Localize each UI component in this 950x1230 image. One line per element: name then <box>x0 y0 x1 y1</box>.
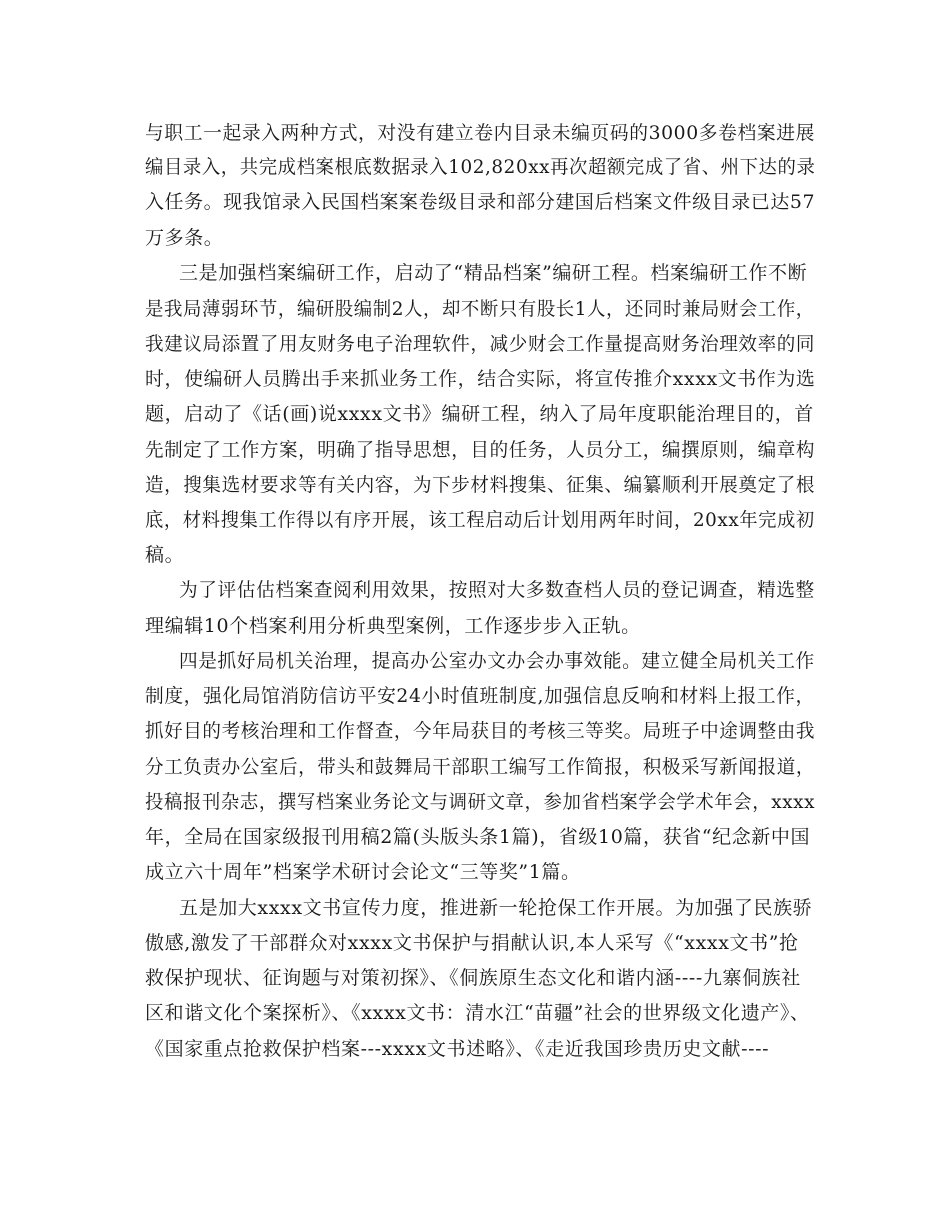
text-line: 时，使编研人员腾出手来抓业务工作，结合实际，将宣传推介xxxx文书作为选 <box>145 368 816 390</box>
text-line: 是我局薄弱环节，编研股编制2人，却不断只有股长1人，还同时兼局财会工作， <box>145 298 815 320</box>
text-line: 我建议局添置了用友财务电子治理软件，减少财会工作量提高财务治理效率的同 <box>145 333 816 355</box>
text-line: 底，材料搜集工作得以有序开展，该工程启动后计划用两年时间，20xx年完成初 <box>145 509 815 531</box>
paragraph-first-line: 五是加大xxxx文书宣传力度，推进新一轮抢保工作开展。为加强了民族骄 <box>179 897 813 919</box>
text-line: 造，搜集选材要求等有关内容，为下步材料搜集、征集、编纂顺利开展奠定了根 <box>145 474 816 496</box>
text-line: 投稿报刊杂志，撰写档案业务论文与调研文章，参加省档案学会学术年会，xxxx <box>145 791 816 813</box>
text-line: 年，全局在国家级报刊用稿2篇(头版头条1篇)，省级10篇，获省“纪念新中国 <box>145 826 811 848</box>
paragraph-first-line: 三是加强档案编研工作，启动了“精品档案”编研工程。档案编研工作不断 <box>179 262 808 284</box>
text-line: 稿。 <box>145 544 185 566</box>
text-line: 分工负责办公室后，带头和鼓舞局干部职工编写工作简报，积极采写新闻报道， <box>145 756 816 778</box>
text-line: 制度，强化局馆消防信访平安24小时值班制度,加强信息反响和材料上报工作， <box>145 685 815 707</box>
text-line: 傲感,激发了干部群众对xxxx文书保护与捐献认识,本人采写《“xxxx文书”抢 <box>145 932 799 954</box>
text-line: 题，启动了《话(画)说xxxx文书》编研工程，纳入了局年度职能治理目的，首 <box>145 403 814 425</box>
text-line: 入任务。现我馆录入民国档案案卷级目录和部分建国后档案文件级目录已达57 <box>145 191 816 213</box>
text-line: 与职工一起录入两种方式，对没有建立卷内目录未编页码的3000多卷档案进展 <box>145 122 815 144</box>
paragraph-first-line: 四是抓好局机关治理，提高办公室办文办会办事效能。建立健全局机关工作 <box>179 650 815 672</box>
text-line: 万多条。 <box>145 227 224 249</box>
paragraph-first-line: 为了评估估档案查阅利用效果，按照对大多数查档人员的登记调查，精选整 <box>179 579 815 601</box>
text-line: 救保护现状、征询题与对策初探》、《侗族原生态文化和谐内涵----九寨侗族社 <box>145 967 801 989</box>
text-line: 理编辑10个档案利用分析典型案例，工作逐步步入正轨。 <box>145 615 641 637</box>
text-line: 《国家重点抢救保护档案---xxxx文书述略》、《走近我国珍贵历史文献---- <box>145 1038 770 1060</box>
text-line: 抓好目的考核治理和工作督查，今年局获目的考核三等奖。局班子中途调整由我 <box>145 720 816 742</box>
text-line: 成立六十周年”档案学术研讨会论文“三等奖”1篇。 <box>145 861 581 883</box>
text-line: 编目录入，共完成档案根底数据录入102,820xx再次超额完成了省、州下达的录 <box>145 156 816 178</box>
text-line: 区和谐文化个案探析》、《xxxx文书：清水江“苗疆”社会的世界级文化遗产》、 <box>145 1002 810 1024</box>
text-line: 先制定了工作方案，明确了指导思想，目的任务，人员分工，编撰原则，编章构 <box>145 439 816 461</box>
